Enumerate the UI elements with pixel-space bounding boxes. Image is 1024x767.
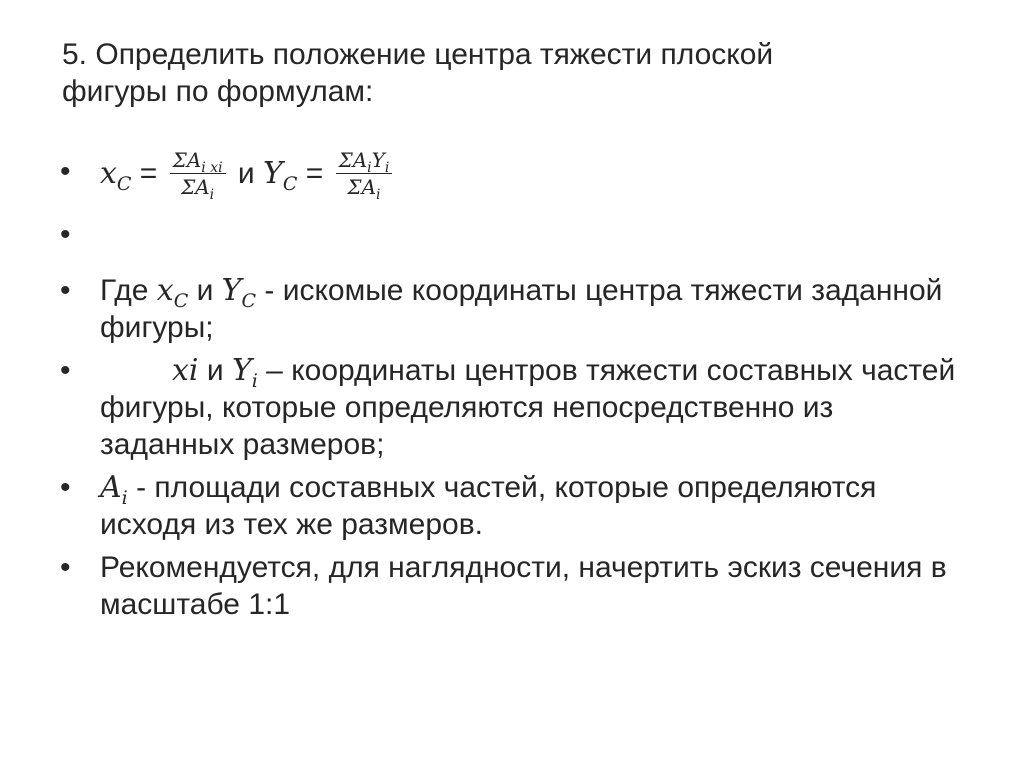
bullet-dot: • bbox=[60, 551, 71, 584]
bullet-dot: • bbox=[60, 155, 71, 188]
bullet-dot: • bbox=[60, 274, 71, 307]
equals-1: = bbox=[131, 156, 166, 190]
bullet-dot: • bbox=[60, 354, 71, 387]
var-ai: $A_i$ bbox=[100, 470, 128, 509]
bullet-list bbox=[60, 130, 960, 623]
yc-var: Y bbox=[263, 155, 283, 191]
bullet-empty bbox=[60, 216, 960, 266]
var-yi: $Y_i$ bbox=[231, 353, 258, 392]
slide-title bbox=[62, 36, 962, 110]
xc-var: x bbox=[100, 155, 117, 191]
bullet-formula bbox=[60, 130, 960, 216]
formula-yc bbox=[263, 155, 298, 195]
fraction-yc-denominator: $\Sigma A_i$ bbox=[347, 174, 381, 203]
var-xc: $x_C$ bbox=[156, 273, 189, 312]
var-xi: xi bbox=[172, 353, 199, 388]
fraction-xc bbox=[170, 147, 226, 203]
bullet-recommendation: • Рекомендуется, для наглядности, начертить эскиз сечения в масштабе 1:1 bbox=[60, 551, 947, 621]
bullet-dot: • bbox=[60, 218, 71, 251]
fraction-yc bbox=[336, 147, 393, 203]
xc-sub: C bbox=[116, 172, 132, 195]
bullet-dot: • bbox=[60, 471, 71, 504]
conjunction: и bbox=[229, 156, 264, 190]
fraction-xc-denominator: $\Sigma A_i$ bbox=[181, 174, 215, 203]
var-yc: $Y_C$ bbox=[221, 273, 257, 312]
equals-2: = bbox=[297, 156, 332, 190]
bullet-xi-yi-description: • xi и $Y_i$ – координаты центров тяжести составных частей фигуры, которые определяются непосредственно из заданных размеров; bbox=[60, 353, 956, 461]
fraction-yc-numerator: $\Sigma A_iY_i$ bbox=[336, 148, 393, 174]
yc-sub: C bbox=[282, 172, 298, 195]
bullet-ai-description: • $A_i$ - площади составных частей, которые определяются исходя из тех же размеров. bbox=[60, 470, 877, 541]
title-line-2: фигуры по формулам: bbox=[62, 75, 374, 108]
fraction-xc-numerator: $\Sigma A_{i xi}$ bbox=[170, 148, 226, 174]
formula-xc bbox=[100, 155, 132, 195]
title-line-1: 5. Определить положение центра тяжести плоской bbox=[62, 38, 774, 71]
bullet-xc-yc-description: • Где $x_C$ и $Y_C$ - искомые координаты центра тяжести заданной фигуры; bbox=[60, 273, 943, 344]
